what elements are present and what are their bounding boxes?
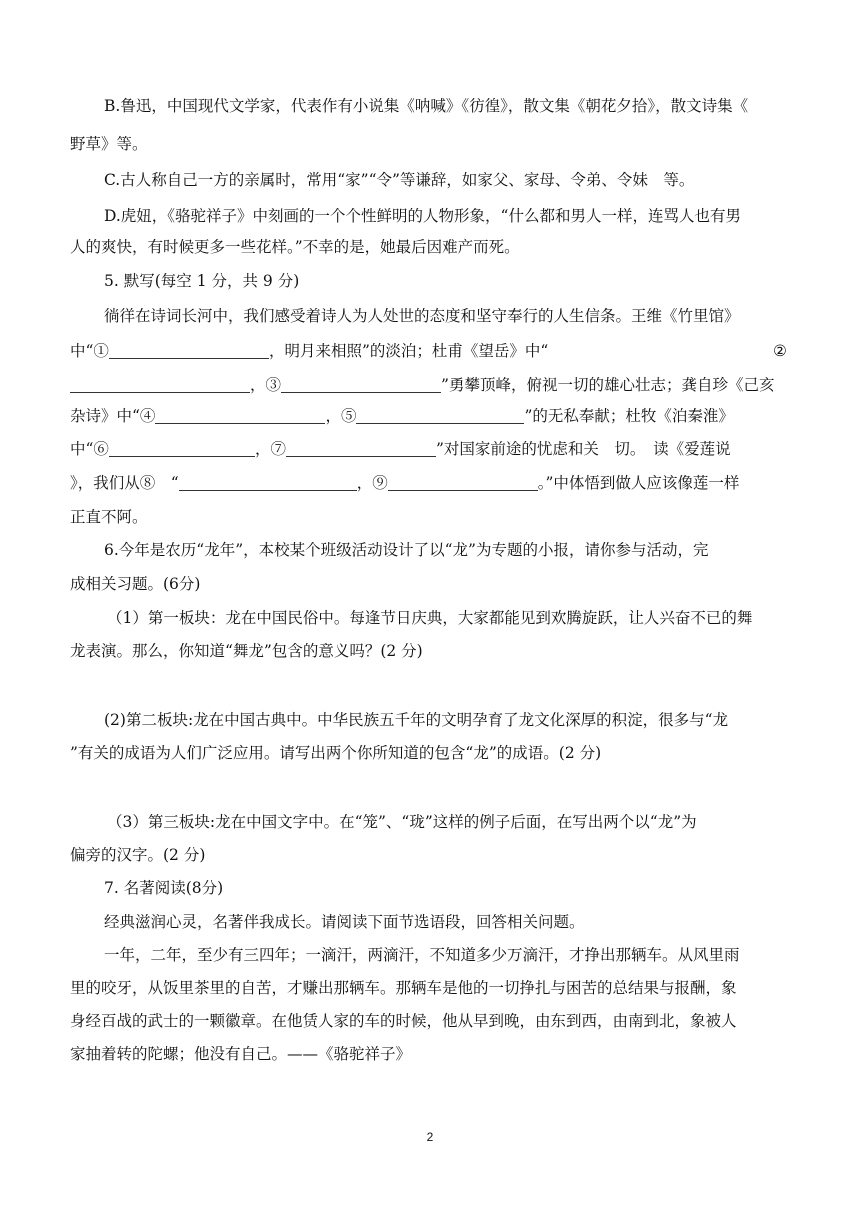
page-number: 2 — [426, 1130, 434, 1144]
q5-text: 杂诗》中“④ — [70, 407, 156, 425]
answer-blank-8[interactable] — [179, 474, 357, 491]
question-5-line-7: 正直不阿。 — [70, 508, 148, 526]
question-6-line-1: 6.今年是农历“龙年”，本校某个班级活动设计了以“龙”为专题的小报，请你参与活动，完 — [104, 541, 709, 559]
question-5-line-4 — [70, 405, 734, 427]
question-7-intro: 经典滋润心灵，名著伴我成长。请阅读下面节选语段，回答相关问题。 — [104, 913, 585, 931]
answer-blank-2[interactable] — [70, 376, 250, 393]
question-6-part-1-line-1: （1）第一板块：龙在中国民俗中。每逢节日庆典，大家都能见到欢腾旋跃，让人兴奋不已的舞 — [107, 609, 753, 627]
q5-text: ，⑤ — [325, 407, 357, 425]
option-b-line-1: B.鲁迅，中国现代文学家，代表作有小说集《呐喊》《彷徨》，散文集《朝花夕拾》，散文诗集《 — [104, 97, 749, 115]
question-5-line-2 — [70, 340, 548, 362]
passage-line-2: 里的咬牙，从饭里茶里的自苦，才赚出那辆车。那辆车是他的一切挣扎与困苦的总结果与报酬，象 — [70, 979, 737, 997]
q5-text: 》，我们从⑧ “ — [70, 474, 179, 492]
q5-text: ”对国家前途的忧虑和关 切。 读《爱莲说 — [435, 440, 731, 458]
answer-blank-4[interactable] — [155, 407, 325, 424]
question-5-title: 5. 默写(每空 1 分，共 9 分) — [104, 272, 300, 290]
option-c-line: C.古人称自己一方的亲属时，常用“家”“令”等谦辞，如家父、家母、令弟、令妹 等。 — [104, 171, 695, 189]
answer-blank-7[interactable] — [286, 440, 436, 457]
q5-text: 中“⑥ — [70, 440, 109, 458]
question-6-line-2: 成相关习题。(6分) — [70, 575, 201, 593]
q5-text: ”勇攀顶峰，俯视一切的雄心壮志；龚自珍《己亥 — [441, 376, 775, 394]
question-5-line-1: 徜徉在诗词长河中，我们感受着诗人为人处世的态度和坚守奉行的人生信条。王维《竹里馆》 — [104, 307, 740, 325]
question-6-part-3-line-1: （3）第三板块:龙在中国文字中。在“笼”、“珑”这样的例子后面，在写出两个以“龙”为 — [107, 813, 697, 831]
passage-line-1: 一年，二年，至少有三四年；一滴汗，两滴汗，不知道多少万滴汗，才挣出那辆车。从风里雨 — [104, 946, 740, 964]
answer-blank-9[interactable] — [388, 474, 538, 491]
q5-text: 。”中体悟到做人应该像莲一样 — [537, 474, 740, 492]
question-6-part-1-line-2: 龙表演。那么，你知道“舞龙”包含的意义吗？(2 分) — [70, 642, 423, 660]
q5-text: ，⑦ — [254, 440, 286, 458]
question-5-marker-2: ② — [773, 342, 787, 360]
question-6-part-2-line-2: ”有关的成语为人们广泛应用。请写出两个你所知道的包含“龙”的成语。(2 分) — [70, 744, 602, 762]
question-7-title: 7. 名著阅读(8分) — [104, 879, 224, 897]
q5-text: ，⑨ — [356, 474, 388, 492]
q5-text: ，③ — [250, 376, 282, 394]
option-d-line-2: 人的爽快，有时候更多一些花样。”不幸的是，她最后因难产而死。 — [70, 238, 520, 256]
question-5-line-5 — [70, 438, 731, 460]
q5-text: ，明月来相照”的淡泊；杜甫《望岳》中“ — [268, 342, 549, 360]
passage-line-3: 身经百战的武士的一颗徽章。在他赁人家的车的时候，他从早到晚，由东到西，由南到北，象被人 — [70, 1012, 737, 1030]
question-6-part-2-line-1: (2)第二板块:龙在中国古典中。中华民族五千年的文明孕育了龙文化深厚的积淀，很多与“龙 — [104, 711, 729, 729]
answer-blank-6[interactable] — [109, 440, 255, 457]
option-b-line-2: 野草》等。 — [70, 135, 148, 153]
question-5-line-6 — [70, 472, 739, 494]
answer-blank-3[interactable] — [281, 376, 441, 393]
answer-blank-1[interactable] — [109, 342, 269, 359]
q5-text: ”的无私奉献；杜牧《泊秦淮》 — [524, 407, 734, 425]
q5-text: 中“① — [70, 342, 109, 360]
answer-blank-5[interactable] — [356, 407, 524, 424]
passage-line-4: 家抽着转的陀螺；他没有自己。——《骆驼祥子》 — [70, 1045, 412, 1063]
question-5-line-3 — [70, 374, 774, 396]
option-d-line-1: D.虎妞，《骆驼祥子》中刻画的一个个性鲜明的人物形象，“什么都和男人一样，连骂人也有男 — [104, 207, 741, 225]
question-6-part-3-line-2: 偏旁的汉字。(2 分) — [70, 846, 206, 864]
